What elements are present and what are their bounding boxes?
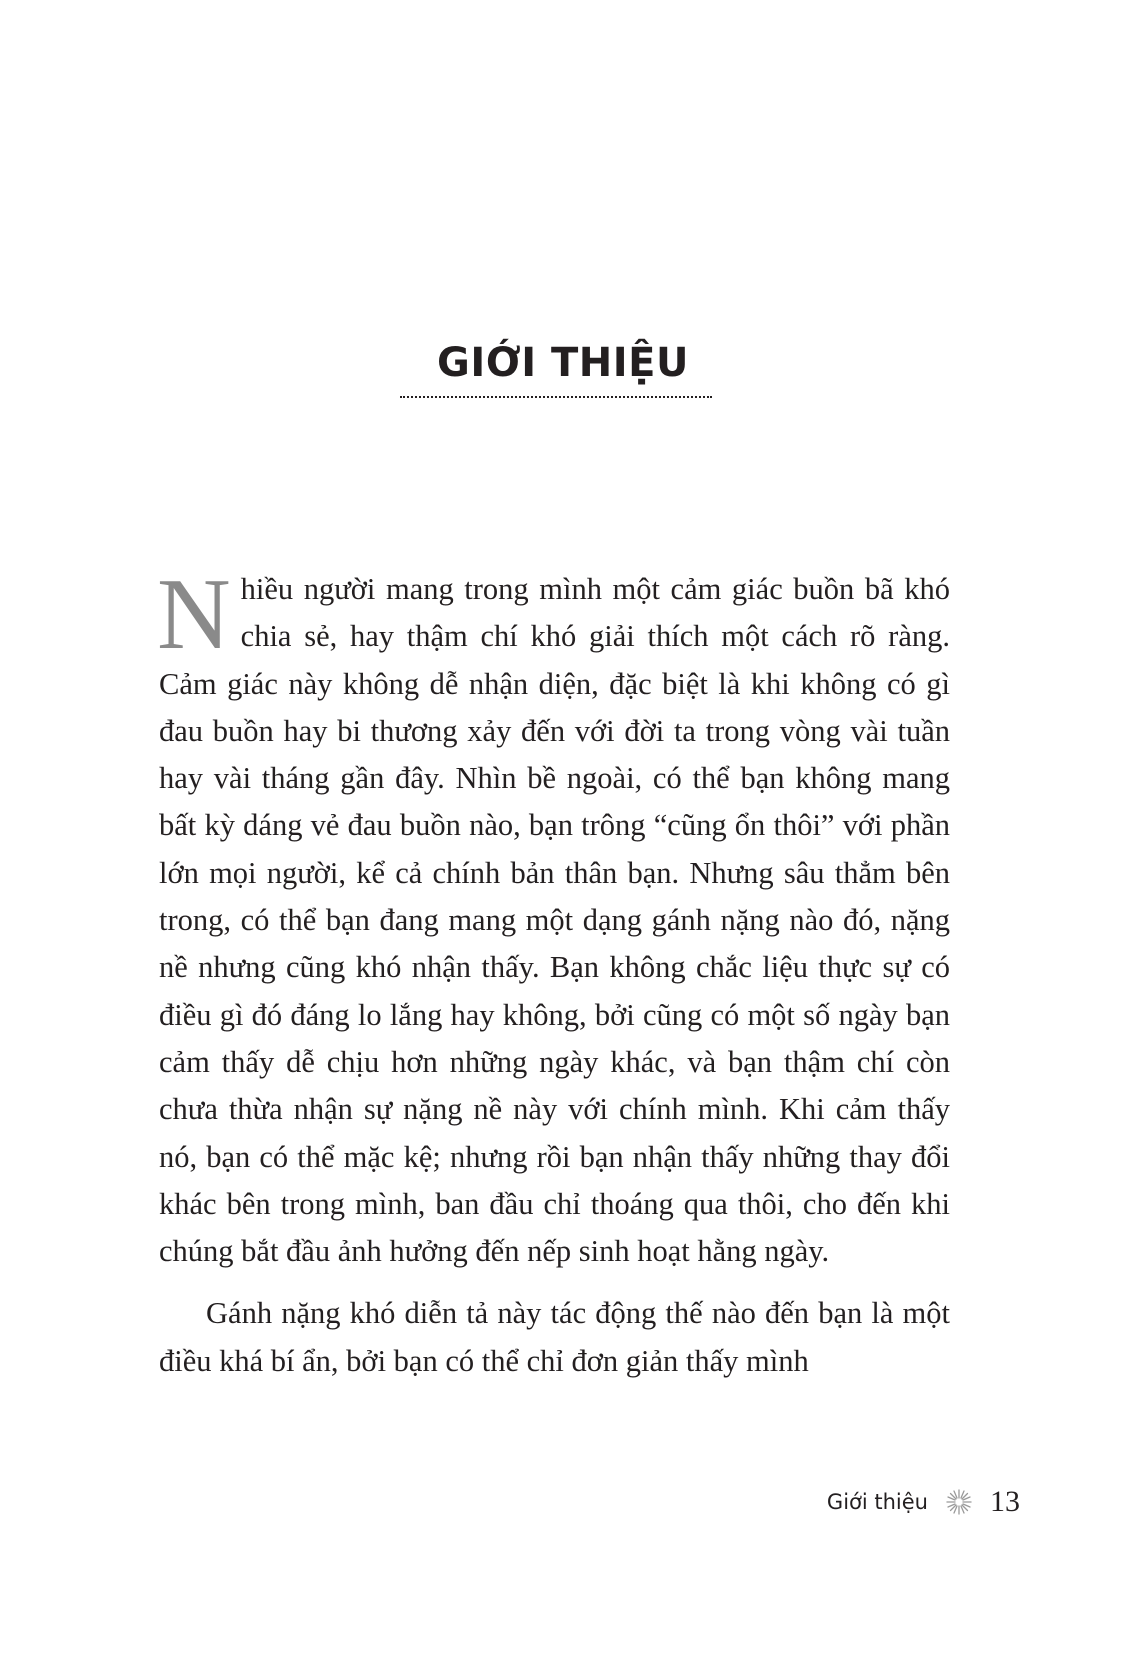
paragraph-1 — [157, 558, 950, 1275]
paragraph-2: Gánh nặng khó diễn tả này tác động thế nào đến bạn là một điều khá bí ẩn, bởi bạn có thể chỉ đơn giản thấy mình — [159, 1296, 950, 1378]
running-footer-section: Giới thiệu — [826, 1490, 928, 1514]
body-text — [157, 558, 950, 1385]
drop-cap: N — [157, 558, 231, 671]
page-footer — [827, 1484, 1020, 1520]
paragraph-1-text: hiều người mang trong mình một cảm giác buồn bã khó chia sẻ, hay thậm chí khó giải thích một cách rõ ràng. Cảm giác này không dễ nhận diện, đặc biệt là khi không có gì đau buồn hay bi thương xảy đến với đời ta trong vòng vài tuần hay vài tháng gần đây. Nhìn bề ngoài, có thể bạn không mang bất kỳ dáng vẻ đau buồn nào, bạn trông “cũng ổn thôi” với phần lớn mọi người, kể cả chính bản thân bạn. Nhưng sâu thẳm bên trong, có thể bạn đang mang một dạng gánh nặng nào đó, nặng nề nhưng cũng khó nhận thấy. Bạn không chắc liệu thực sự có điều gì đó đáng lo lắng hay không, bởi cũng có một số ngày bạn cảm thấy dễ chịu hơn những ngày khác, và bạn thậm chí còn chưa thừa nhận sự nặng nề này với chính mình. Khi cảm thấy nó, bạn có thể mặc kệ; nhưng rồi bạn nhận thấy những thay đổi khác bên trong mình, ban đầu chỉ thoáng qua thôi, cho đến khi chúng bắt đầu ảnh hưởng đến nếp sinh hoạt hằng ngày. — [159, 572, 950, 1269]
starburst-icon — [944, 1487, 974, 1517]
title-dotted-rule — [400, 396, 712, 398]
chapter-title: GIỚI THIỆU — [437, 340, 689, 386]
page-number: 13 — [990, 1485, 1020, 1518]
